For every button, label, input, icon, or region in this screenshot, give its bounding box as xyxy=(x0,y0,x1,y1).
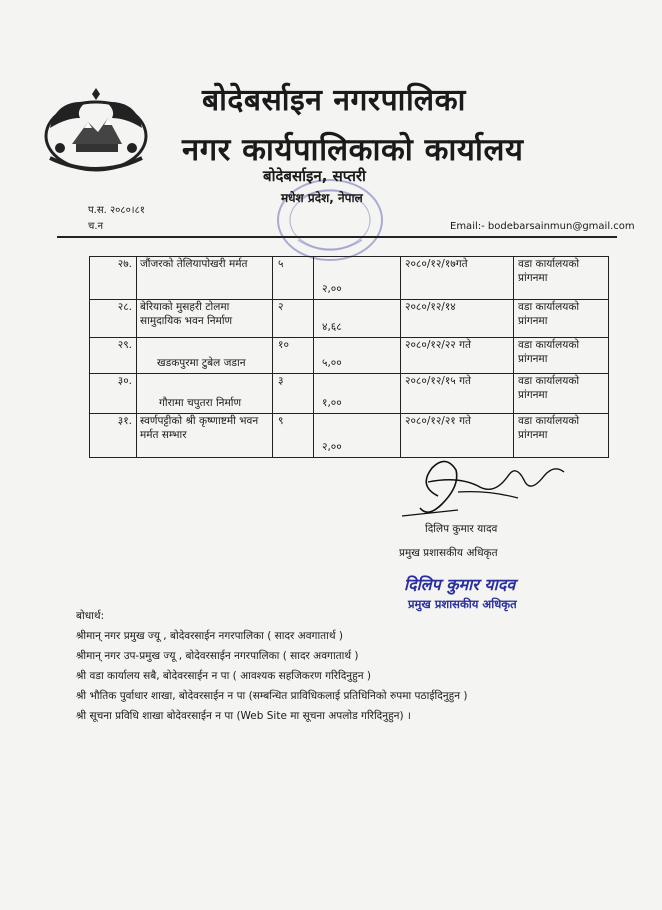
table-row xyxy=(90,374,609,414)
project-table xyxy=(89,256,609,458)
project-name-text: गौरामा चपुतरा निर्माण xyxy=(159,397,242,409)
office-province: मधेश प्रदेश, नेपाल xyxy=(281,191,363,205)
cc-line: श्रीमान् नगर उप-प्रमुख ज्यू , बोदेवरसाईन नगरपालिका ( सादर अवगातार्थ ) xyxy=(76,650,359,662)
project-name-cell xyxy=(137,374,273,414)
amount-value: ४,६८ xyxy=(322,321,342,333)
ward-cell: ५ xyxy=(273,257,314,300)
amount-cell xyxy=(314,338,401,374)
ward-cell: ९ xyxy=(273,414,314,458)
serial-cell: ३१. xyxy=(90,414,137,458)
project-name-cell: स्वर्णपट्टीको श्री कृष्णाष्टमी भवन मर्मत सम्भार xyxy=(137,414,273,458)
reference-number: प.स. २०८०।८१ xyxy=(88,205,145,216)
handwritten-signature xyxy=(398,446,588,526)
signature-stamp-name: दिलिप कुमार यादव xyxy=(404,575,516,594)
place-cell: वडा कार्यालयको प्रांगनमा xyxy=(514,374,609,414)
serial-cell: ३०. xyxy=(90,374,137,414)
cc-line: श्री भौतिक पुर्वाधार शाखा, बोदेवरसाईन न पा (सम्बन्धित प्राविधिकलाई प्रतिधिनिको रुपमा पठाईदिनुहुन ) xyxy=(76,690,468,702)
signature-stamp-title: प्रमुख प्रशासकीय अधिकृत xyxy=(408,597,517,611)
office-email: Email:- bodebarsainmun@gmail.com xyxy=(450,221,635,232)
date-cell: २०८०/१२/२१ गते xyxy=(401,414,514,458)
serial-cell: २७. xyxy=(90,257,137,300)
signatory-name: दिलिप कुमार यादव xyxy=(425,523,498,535)
government-emblem xyxy=(36,88,156,180)
date-cell: २०८०/१२/२२ गते xyxy=(401,338,514,374)
serial-cell: २८. xyxy=(90,300,137,338)
header-divider xyxy=(57,236,617,238)
project-name-cell: जौंजरको तेलियापोखरी मर्मत xyxy=(137,257,273,300)
amount-cell xyxy=(314,300,401,338)
office-name: नगर कार्यपालिकाको कार्यालय xyxy=(182,132,524,168)
ward-cell: २ xyxy=(273,300,314,338)
place-cell: वडा कार्यालयको प्रांगनमा xyxy=(514,257,609,300)
project-name-cell xyxy=(137,338,273,374)
project-name-cell: बेरियाको मुसहरी टोलमा सामुदायिक भवन निर्माण xyxy=(137,300,273,338)
table-row xyxy=(90,257,609,300)
municipality-name: बोदेबर्साइन नगरपालिका xyxy=(202,83,466,118)
amount-value: ५,०० xyxy=(322,357,342,369)
cc-line: श्री सूचना प्रविधि शाखा बोदेवरसाईन न पा (Web Site मा सूचना अपलोड गरिदिनुहुन) । xyxy=(76,710,411,722)
serial-cell: २९. xyxy=(90,338,137,374)
signatory-title: प्रमुख प्रशासकीय अधिकृत xyxy=(399,547,498,559)
table-row xyxy=(90,300,609,338)
project-name-text: खडकपुरमा टुबेल जडान xyxy=(157,357,246,369)
place-cell: वडा कार्यालयको प्रांगनमा xyxy=(514,414,609,458)
ward-cell: १० xyxy=(273,338,314,374)
place-cell: वडा कार्यालयको प्रांगनमा xyxy=(514,300,609,338)
amount-cell xyxy=(314,374,401,414)
table-row xyxy=(90,338,609,374)
cc-line: श्री वडा कार्यालय सबै, बोदेवरसाईन न पा ( आवश्यक सहजिकरण गरिदिनुहुन ) xyxy=(76,670,371,682)
date-cell: २०८०/१२/१४ xyxy=(401,300,514,338)
amount-value: २,०० xyxy=(322,283,342,295)
amount-value: २,०० xyxy=(322,441,342,453)
cc-line: श्रीमान् नगर प्रमुख ज्यू , बोदेवरसाईन नगरपालिका ( सादर अवगातार्थ ) xyxy=(76,630,344,642)
amount-cell xyxy=(314,414,401,458)
cc-heading: बोधार्थ: xyxy=(76,610,105,622)
amount-value: १,०० xyxy=(322,397,342,409)
amount-cell xyxy=(314,257,401,300)
office-address: बोदेबर्साइन, सप्तरी xyxy=(263,167,366,185)
date-cell: २०८०/१२/१५ गते xyxy=(401,374,514,414)
ward-cell: ३ xyxy=(273,374,314,414)
dispatch-number: च.न xyxy=(88,221,104,232)
place-cell: वडा कार्यालयको प्रांगनमा xyxy=(514,338,609,374)
date-cell: २०८०/१२/१७गते xyxy=(401,257,514,300)
